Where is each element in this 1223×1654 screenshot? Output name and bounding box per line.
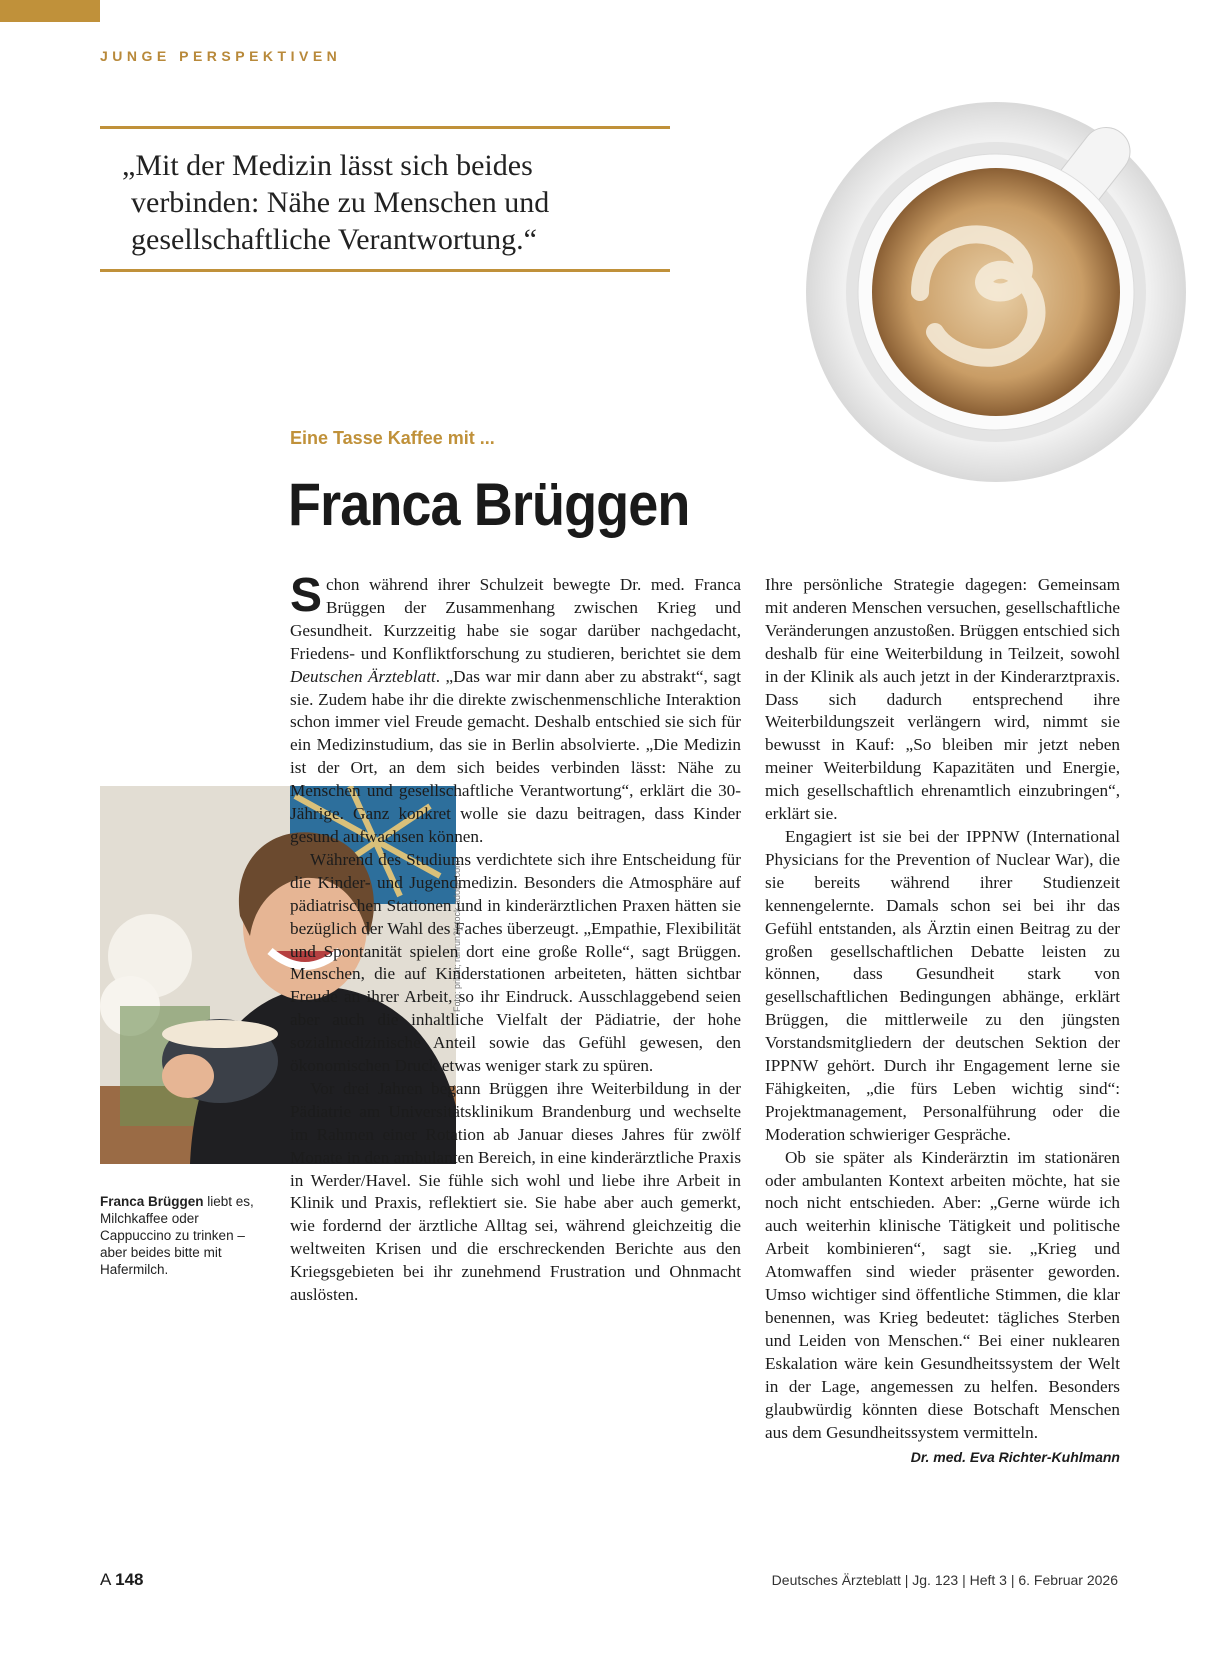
caption-name: Franca Brüggen	[100, 1194, 204, 1209]
pull-quote-text: „Mit der Medizin lässt sich beides verbinden: Nähe zu Menschen und gesellschaftliche Verantwortung.“	[122, 149, 550, 256]
photo-credit: Foto: privat; runrun2/stock.adobe.com	[452, 860, 462, 1012]
photo-caption	[100, 1193, 270, 1278]
article-column-2	[765, 574, 1120, 1469]
coffee-cup-image	[800, 92, 1192, 484]
article-column-1	[290, 569, 742, 1307]
article-paragraph: Engagiert ist sie bei der IPPNW (International Physicians for the Prevention of Nuclear War), die sie bereits während ihrer Studienzeit kennengelernte. Damals schon sei bei ihr das Gefühl entstanden, als Ärztin einen Beitrag zu der großen gesellschaftlichen Debatte leisten zu können, dass Gesundheit stark von gesellschaftlichen Bedingungen abhänge, erklärt Brüggen, die mittlerweile zu den jüngsten Vorstandsmitgliedern der deutschen Sektion der IPPNW gehört. Durch ihr Engagement lerne sie Fähigkeiten, „die fürs Leben wichtig sind“: Projektmanagement, Personalführung oder die Moderation schwieriger Gespräche.	[765, 826, 1120, 1144]
article-paragraph: Vor drei Jahren begann Brüggen ihre Weiterbildung in der Pädiatrie am Universitätsklinikum Brandenburg und wechselte im Rahmen einer Rotation ab Januar dieses Jahres für zwölf Monate in den ambulanten Bereich, in eine kinderärztliche Praxis in Werder/Havel. Sie fühle sich wohl und liebe ihre Arbeit in Klinik und Praxis, reflektiert sie. Sie habe aber auch gemerkt, wie fordernd der ärztliche Alltag sei, während gleichzeitig die weltweiten Krisen und die erschreckenden Berichte aus den Kriegsgebieten bei ihr zunehmend Frustration und Ohnmacht auslösten.	[290, 1078, 742, 1305]
journal-footer: Deutsches Ärzteblatt | Jg. 123 | Heft 3 | 6. Februar 2026	[771, 1572, 1118, 1588]
article-headline: Franca Brüggen	[288, 471, 690, 538]
article-kicker: Eine Tasse Kaffee mit ...	[290, 428, 495, 448]
author-byline: Dr. med. Eva Richter-Kuhlmann	[910, 1449, 1120, 1466]
article-paragraph: Schon während ihrer Schulzeit bewegte Dr. med. Franca Brüggen der Zusammenhang zwischen Krieg und Gesundheit. Kurzzeitig habe sie sogar darüber nachgedacht, Friedens- und Konfliktforschung zu studieren, berichtet sie dem Deutschen Ärzteblatt. „Das war mir dann aber zu abstrakt“, sagt sie. Zudem habe ihr die direkte zwischenmenschliche Interaktion schon immer viel Freude gemacht. Deshalb entschied sie sich für ein Medizinstudium, das sie in Berlin absolvierte. „Die Medizin ist der Ort, an dem sich beides verbinden lässt: Nähe zu Menschen und gesellschaftliche Verantwortung“, erklärt die 30-Jährige. Ganz konkret wolle sie dazu beitragen, dass Kinder gesund aufwachsen können.	[290, 574, 741, 849]
pull-quote	[100, 126, 670, 272]
article-paragraph: Ihre persönliche Strategie dagegen: Gemeinsam mit anderen Menschen versuchen, gesellschaftliche Veränderungen anzustoßen. Brüggen entschied sich deshalb für eine Weiterbildung in Teilzeit, sowohl in der Klinik als auch jetzt in der Kinderarztpraxis. Dass sich dadurch entsprechend ihre Weiterbildungszeit verlängern wird, nimmt sie bewusst in Kauf: „So bleiben mir jetzt neben meiner Weiterbildung Kapazitäten und Energie, mich gesellschaftlich ehrenamtlich einzubringen“, erklärt sie.	[765, 575, 1120, 824]
article-paragraph: Ob sie später als Kinderärztin im stationären oder ambulanten Kontext arbeiten möchte, hat sie noch nicht entschieden. Aber: „Gerne würde ich auch weiterhin klinische Tätigkeit und politische Arbeit kombinieren“, sagt sie. „Krieg und Atomwaffen sind wieder präsenter geworden. Umso wichtiger sind öffentliche Stimmen, die klar benennen, was Krieg bedeutet: tägliches Sterben und Leiden von Menschen.“ Bei einer nuklearen Eskalation wäre kein Gesundheitssystem der Welt in der Lage, angemessen zu helfen. Besonders glaubwürdig könnten diese Botschaft Menschen aus dem Gesundheitssystem vermitteln. Dr. med. Eva Richter-Kuhlmann	[765, 1147, 1120, 1445]
section-color-bar	[0, 0, 100, 22]
caption-text: liebt es, Milchkaffee oder Cappuccino zu trinken – aber beides bitte mit Hafermilch.	[100, 1194, 254, 1277]
section-label: JUNGE PERSPEKTIVEN	[100, 48, 342, 64]
page-number: A 148	[100, 1570, 144, 1589]
drop-cap: S	[290, 569, 323, 622]
article-paragraph: Während des Studiums verdichtete sich ihre Entscheidung für die Kinder- und Jugendmedizin. Besonders die Atmosphäre auf pädiatrischen Stationen und in kinderärztlichen Praxen hätten sie bezüglich der Wahl des Faches überzeugt. „Empathie, Flexibilität und Spontanität spielen dort eine große Rolle“, sagt Brüggen. Menschen, die auf Kinderstationen arbeiteten, hätten sichtbar Freude an ihrer Arbeit, so ihr Eindruck. Ausschlaggebend seien aber auch die inhaltliche Vielfalt der Pädiatrie, der hohe sozialmedizinische Anteil sowie das Gefühl gewesen, den ökonomischen Druck etwas weniger stark zu spüren.	[290, 849, 741, 1076]
